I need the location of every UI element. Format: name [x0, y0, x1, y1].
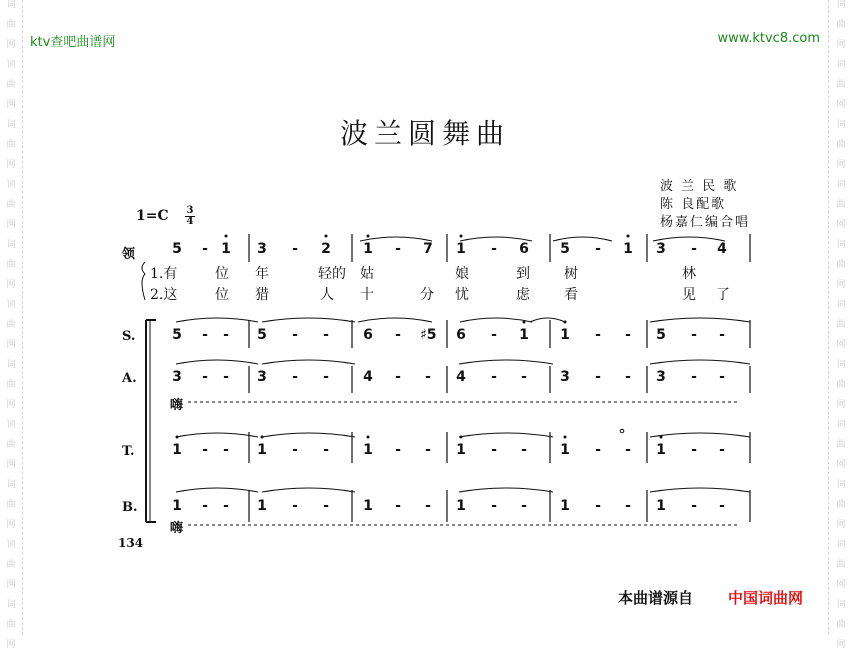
watermark-char: 网: [836, 280, 846, 290]
lyric-word: 到: [516, 266, 530, 282]
watermark-char: 网: [6, 220, 16, 230]
watermark-char: 词: [836, 300, 846, 310]
soprano-note: -: [323, 327, 329, 343]
soprano-note: -: [691, 327, 697, 343]
watermark-char: 曲: [836, 140, 846, 150]
time-signature-numerator: 3: [186, 205, 194, 216]
bass-note: 1: [363, 498, 373, 514]
tenor-note: -: [491, 442, 497, 458]
bass-note: -: [491, 498, 497, 514]
lead-note: -: [491, 241, 497, 257]
watermark-char: 词: [6, 0, 16, 10]
lyric-word: 轻的: [318, 266, 346, 282]
lyric-word: 十: [360, 287, 374, 303]
watermark-char: 词: [836, 600, 846, 610]
bass-note: -: [292, 498, 298, 514]
soprano-tie: [262, 318, 355, 322]
soprano-note: -: [625, 327, 631, 343]
tenor-octave-dot: [261, 436, 264, 439]
tenor-note: -: [323, 442, 329, 458]
soprano-note: -: [719, 327, 725, 343]
soprano-note: 6: [363, 327, 373, 343]
watermark-char: 词: [6, 360, 16, 370]
lyric-word: 虑: [516, 287, 530, 303]
tenor-note: 1: [560, 442, 570, 458]
alto-note: -: [202, 369, 208, 385]
lead-note: -: [292, 241, 298, 257]
credit-origin: 波 兰 民 歌: [660, 179, 739, 194]
watermark-char: 网: [6, 160, 16, 170]
watermark-char: 词: [836, 120, 846, 130]
tenor-octave-dot: [660, 436, 663, 439]
bass-note: 1: [560, 498, 570, 514]
soprano-note: -: [292, 327, 298, 343]
tenor-tie: [262, 433, 355, 437]
bass-note: -: [691, 498, 697, 514]
lead-note: -: [691, 241, 697, 257]
alto-note: -: [425, 369, 431, 385]
watermark-char: 词: [6, 600, 16, 610]
tenor-octave-dot: [460, 436, 463, 439]
part-label-alto: A.: [122, 371, 137, 386]
watermark-char: 曲: [6, 560, 16, 570]
soprano-note: ♯5: [420, 327, 437, 343]
watermark-char: 网: [836, 400, 846, 410]
watermark-char: 曲: [6, 320, 16, 330]
tenor-octave-dot: [564, 436, 567, 439]
watermark-char: 曲: [6, 380, 16, 390]
lead-note: 7: [423, 241, 433, 257]
watermark-char: 网: [6, 280, 16, 290]
bass-note: -: [625, 498, 631, 514]
lyrics-brace: [142, 262, 145, 300]
soprano-octave-dot: [564, 321, 567, 324]
lyric-word: 2.这: [150, 287, 178, 303]
watermark-char: 网: [6, 580, 16, 590]
tenor-note: -: [719, 442, 725, 458]
watermark-char: 词: [836, 480, 846, 490]
tenor-note: -: [521, 442, 527, 458]
alto-tie: [176, 360, 258, 364]
alto-note: -: [719, 369, 725, 385]
watermark-char: 词: [6, 240, 16, 250]
lead-note: -: [202, 241, 208, 257]
alto-note: -: [595, 369, 601, 385]
alto-note: -: [521, 369, 527, 385]
watermark-char: 曲: [836, 260, 846, 270]
alto-tie: [262, 360, 355, 364]
watermark-char: 词: [6, 180, 16, 190]
soprano-octave-dot: [523, 321, 526, 324]
watermark-char: 词: [836, 60, 846, 70]
alto-note: 4: [363, 369, 373, 385]
alto-vocalise: 嗨: [170, 398, 184, 413]
watermark-char: 词: [6, 60, 16, 70]
lyric-word: 了: [716, 287, 730, 303]
watermark-char: 曲: [6, 500, 16, 510]
time-signature-denominator: 4: [186, 216, 194, 227]
lyric-word: 1.有: [150, 266, 178, 282]
watermark-char: 网: [836, 160, 846, 170]
bass-note: -: [323, 498, 329, 514]
watermark-char: 曲: [6, 620, 16, 630]
alto-note: -: [292, 369, 298, 385]
tenor-note: -: [223, 442, 229, 458]
bass-tie: [262, 488, 355, 492]
lyric-word: 忧: [455, 287, 469, 303]
watermark-char: 网: [836, 640, 846, 650]
lead-note: 6: [519, 241, 529, 257]
tenor-tie: [459, 433, 553, 437]
soprano-note: 1: [560, 327, 570, 343]
lyric-word: 看: [564, 287, 578, 303]
lead-octave-dot: [627, 235, 630, 238]
alto-note: 3: [560, 369, 570, 385]
bass-note: -: [202, 498, 208, 514]
watermark-char: 词: [6, 420, 16, 430]
watermark-char: 曲: [836, 560, 846, 570]
song-title: 波兰圆舞曲: [339, 117, 510, 150]
watermark-char: 曲: [6, 80, 16, 90]
soprano-tie: [530, 318, 565, 322]
watermark-char: 词: [6, 120, 16, 130]
watermark-char: 曲: [6, 440, 16, 450]
tenor-tie: [650, 433, 750, 437]
soprano-note: -: [491, 327, 497, 343]
watermark-char: 网: [6, 100, 16, 110]
page-number: 134: [118, 536, 144, 550]
watermark-char: 曲: [836, 320, 846, 330]
alto-tie: [650, 360, 750, 364]
bass-note: -: [425, 498, 431, 514]
tenor-note: -: [595, 442, 601, 458]
watermark-char: 网: [836, 40, 846, 50]
alto-tie: [459, 360, 553, 364]
soprano-note: -: [202, 327, 208, 343]
soprano-note: 6: [456, 327, 466, 343]
watermark-char: 曲: [6, 140, 16, 150]
lyric-word: 树: [564, 266, 578, 282]
credit-arranger: 杨嘉仁编合唱: [660, 215, 751, 230]
footer-source-prefix: 本曲谱源自: [618, 589, 694, 607]
tenor-note: -: [625, 442, 631, 458]
bass-note: -: [395, 498, 401, 514]
alto-note: -: [625, 369, 631, 385]
watermark-char: 词: [6, 300, 16, 310]
watermark-char: 曲: [836, 500, 846, 510]
part-label-soprano: S.: [122, 329, 136, 344]
soprano-tie: [650, 318, 750, 322]
tenor-note: -: [202, 442, 208, 458]
lead-octave-dot: [325, 235, 328, 238]
lead-note: 5: [560, 241, 570, 257]
alto-note: -: [395, 369, 401, 385]
tenor-note: 1: [656, 442, 666, 458]
soprano-tie: [460, 318, 532, 322]
bass-note: -: [595, 498, 601, 514]
watermark-char: 曲: [836, 80, 846, 90]
watermark-char: 网: [6, 520, 16, 530]
watermark-char: 网: [6, 340, 16, 350]
part-label-lead: 领: [122, 247, 136, 262]
lead-note: 4: [717, 241, 727, 257]
tenor-note: -: [395, 442, 401, 458]
watermark-char: 词: [6, 480, 16, 490]
lead-octave-dot: [460, 235, 463, 238]
soprano-tie: [358, 318, 432, 322]
tenor-octave-dot: [176, 436, 179, 439]
bass-vocalise: 嗨: [170, 521, 184, 536]
bass-note: -: [223, 498, 229, 514]
watermark-char: 曲: [836, 620, 846, 630]
footer-source-site[interactable]: 中国词曲网: [728, 589, 804, 607]
watermark-char: 曲: [836, 20, 846, 30]
watermark-char: 网: [6, 640, 16, 650]
soprano-note: 1: [519, 327, 529, 343]
alto-note: 3: [656, 369, 666, 385]
watermark-char: 曲: [836, 200, 846, 210]
watermark-char: 曲: [836, 380, 846, 390]
bass-tie: [459, 488, 553, 492]
lead-octave-dot: [367, 235, 370, 238]
lyric-word: 年: [255, 266, 269, 282]
watermark-char: 曲: [6, 260, 16, 270]
lyric-word: 位: [215, 287, 229, 303]
lead-note: 3: [257, 241, 267, 257]
bass-tie: [650, 488, 750, 492]
credit-lyrics: 陈 良配歌: [660, 197, 727, 212]
soprano-note: -: [223, 327, 229, 343]
tenor-note: -: [292, 442, 298, 458]
soprano-note: -: [395, 327, 401, 343]
watermark-char: 网: [836, 220, 846, 230]
tenor-note: 1: [363, 442, 373, 458]
lyric-word: 见: [682, 287, 696, 303]
alto-note: -: [223, 369, 229, 385]
lead-note: 1: [363, 241, 373, 257]
lead-octave-dot: [225, 235, 228, 238]
watermark-char: 词: [836, 420, 846, 430]
lyric-word: 林: [682, 266, 696, 282]
lyric-word: 位: [215, 266, 229, 282]
soprano-note: -: [595, 327, 601, 343]
bass-note: 1: [656, 498, 666, 514]
tenor-note: 1: [257, 442, 267, 458]
lyric-word: 分: [420, 287, 434, 303]
soprano-tie: [176, 318, 258, 322]
bass-note: -: [719, 498, 725, 514]
header-site-name[interactable]: ktv查吧曲谱网: [30, 35, 116, 50]
watermark-char: 网: [836, 460, 846, 470]
lead-note: 2: [321, 241, 331, 257]
watermark-char: 词: [836, 540, 846, 550]
watermark-char: 网: [836, 100, 846, 110]
lead-note: 1: [456, 241, 466, 257]
watermark-char: 曲: [6, 200, 16, 210]
alto-note: -: [323, 369, 329, 385]
alto-note: 3: [257, 369, 267, 385]
lead-note: 5: [172, 241, 182, 257]
lyric-word: 猎: [255, 287, 269, 303]
watermark-char: 曲: [836, 440, 846, 450]
soprano-note: 5: [656, 327, 666, 343]
watermark-char: 词: [836, 0, 846, 10]
watermark-char: 网: [836, 520, 846, 530]
lead-note: 1: [623, 241, 633, 257]
tenor-marking: [620, 429, 624, 433]
watermark-char: 网: [836, 580, 846, 590]
lyric-word: 姑: [360, 266, 374, 282]
alto-note: -: [491, 369, 497, 385]
tenor-octave-dot: [367, 436, 370, 439]
tenor-note: 1: [456, 442, 466, 458]
tenor-note: 1: [172, 442, 182, 458]
soprano-note: 5: [257, 327, 267, 343]
lyric-word: 娘: [455, 266, 469, 282]
lead-note: -: [395, 241, 401, 257]
key-signature: 1=C: [136, 208, 169, 224]
watermark-char: 网: [6, 460, 16, 470]
lead-note: -: [595, 241, 601, 257]
watermark-char: 网: [6, 400, 16, 410]
bass-note: 1: [456, 498, 466, 514]
tenor-note: -: [425, 442, 431, 458]
bass-note: 1: [257, 498, 267, 514]
watermark-char: 词: [836, 240, 846, 250]
soprano-note: 5: [172, 327, 182, 343]
header-site-url[interactable]: www.ktvc8.com: [717, 31, 820, 46]
bass-note: -: [521, 498, 527, 514]
watermark-char: 网: [6, 40, 16, 50]
tenor-tie: [176, 433, 258, 437]
alto-note: -: [691, 369, 697, 385]
watermark-char: 词: [836, 180, 846, 190]
part-label-bass: B.: [122, 500, 138, 515]
watermark-char: 网: [836, 340, 846, 350]
bass-note: 1: [172, 498, 182, 514]
bass-tie: [176, 488, 258, 492]
watermark-char: 词: [6, 540, 16, 550]
part-label-tenor: T.: [122, 444, 135, 459]
watermark-char: 曲: [6, 20, 16, 30]
lead-note: 1: [221, 241, 231, 257]
alto-note: 4: [456, 369, 466, 385]
lead-note: 3: [656, 241, 666, 257]
tenor-note: -: [691, 442, 697, 458]
alto-note: 3: [172, 369, 182, 385]
lyric-word: 人: [320, 287, 334, 303]
watermark-char: 词: [836, 360, 846, 370]
